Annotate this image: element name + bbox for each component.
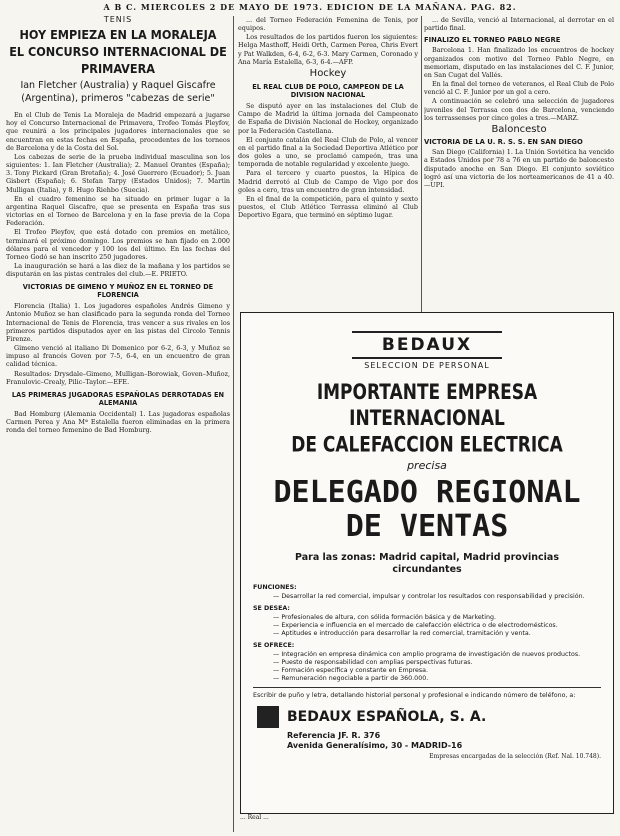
- job-title-line: DELEGADO REGIONAL: [273, 475, 581, 510]
- article-paragraph: En el Club de Tenis La Moraleja de Madrid empezará a jugarse hoy el Concurso Internacional de Primavera, Trofeo Tomás Pleyfov, que reunirá a los principales jugadores internacionales que se encuentran en estas fechas en España, procedentes de los torneos de Barcelona y de la Costa del Sol.: [6, 111, 230, 152]
- company-address: [287, 731, 613, 751]
- logo-subtitle: SELECCION DE PERSONAL: [364, 361, 490, 370]
- column-rule: [421, 16, 422, 312]
- job-title-line: DE VENTAS: [345, 509, 509, 544]
- functions-title: FUNCIONES:: [253, 584, 297, 591]
- article-paragraph: A continuación se celebró una selección de jugadores juveniles del Terrassa con dos de Barcelona, venciendo los terrassenses por cinco goles a tres.—MARZ.: [424, 97, 614, 122]
- headline-line: EL CONCURSO INTERNACIONAL DE: [9, 44, 227, 60]
- article-paragraph: En la final del torneo de veteranos, el Real Club de Polo venció al C. F. Junior por un gol a cero.: [424, 80, 614, 97]
- article-paragraph: El Trofeo Pleyfov, que está dotado con premios en metálico, terminará el próximo domingo. Los premios se han fijado en 2.000 dólares para el vencedor y 100 los del último. En las fechas del Torneo Godó se han inscrito 250 jugadores.: [6, 228, 230, 261]
- column-tennis: [6, 16, 230, 836]
- company-name: BEDAUX ESPAÑOLA, S. A.: [287, 709, 487, 725]
- requirements-item: — Experiencia e influencia en el mercado de calefacción eléctrica o de electrodomésticos.: [273, 622, 601, 630]
- article-paragraph: Bad Homburg (Alemania Occidental) 1. Las jugadoras españolas Carmen Perea y Ana Mª Estalella fueron eliminadas en la primera ronda del torneo femenino de Bad Homburg.: [6, 409, 230, 435]
- requirements-item: — Profesionales de altura, con sólida formación básica y de Marketing.: [273, 614, 601, 622]
- headline-line: PRIMAVERA: [81, 61, 155, 77]
- offer-item: — Remuneración negociable a partir de 360.000.: [273, 675, 601, 683]
- ad-headline: [251, 380, 603, 459]
- apply-instructions: Escribir de puño y letra, detallando historial personal y profesional e indicando número de teléfono, a:: [253, 692, 576, 699]
- ad-headline-line: DE CALEFACCION ELECTRICA: [291, 432, 563, 458]
- article-paragraph: ... del Torneo Federación Femenina de Tenis, por equipos.: [238, 16, 418, 33]
- section-title: VICTORIA DE LA U. R. S. S. EN SAN DIEGO: [424, 138, 583, 147]
- offer-item: — Puesto de responsabilidad con amplias perspectivas futuras.: [273, 659, 601, 667]
- functions-section: [253, 584, 601, 683]
- masthead: A B C. MIERCOLES 2 DE MAYO DE 1973. EDICION DE LA MAÑANA. PAG. 82.: [103, 2, 517, 12]
- bedaux-logo: BEDAUX: [352, 331, 502, 359]
- article-paragraph: Resultados: Drysdale–Gimeno, Mulligan–Borowiak, Goven–Muñoz, Franulovic–Crealy, Pilic–Taylor.—EFE.: [6, 369, 230, 386]
- article-paragraph: Gimeno venció al italiano Di Domenico por 6-2, 6-3, y Muñoz se impuso al francés Goven por 7-5, 6-4, en un encuentro de gran calidad técnica.: [6, 344, 230, 369]
- address-line: Avenida Generalísimo, 30 - MADRID-16: [287, 741, 463, 750]
- section-title: LAS PRIMERAS JUGADORAS ESPAÑOLAS DERROTADAS EN ALEMANIA: [11, 390, 225, 407]
- requirements-item: — Aptitudes e introducción para desarrollar la red comercial, tramitación y venta.: [273, 630, 601, 638]
- functions-item: — Desarrollar la red comercial, impulsar y controlar los resultados con responsabilidad y precisión.: [273, 593, 601, 601]
- subheadline: Ian Fletcher (Australia) y Raquel Giscafre (Argentina), primeros "cabezas de serie": [20, 80, 216, 105]
- reference-code: Referencia JF. R. 376: [287, 731, 381, 740]
- section-kicker: TENIS: [103, 16, 133, 24]
- article-paragraph: Barcelona 1. Han finalizado los encuentros de hockey organizados con motivo del Torneo Pablo Negre, en memoriam, disputado en las instalaciones del C. F. Junior, en San Cugat del Vallés.: [424, 46, 614, 79]
- requirements-title: SE DESEA:: [253, 605, 290, 612]
- headline: [6, 26, 230, 77]
- article-paragraph: En el final de la competición, para el quinto y sexto puestos, el Club Atlético Terrassa eliminó al Club Deportivo Egara, que terminó en séptimo lugar.: [238, 194, 418, 220]
- ad-footnote: Empresas encargadas de la selección (Ref. Nal. 10.748).: [429, 753, 601, 760]
- ad-headline-line: IMPORTANTE EMPRESA INTERNACIONAL: [316, 380, 538, 432]
- article-paragraph: Florencia (Italia) 1. Los jugadores españoles Andrés Gimeno y Antonio Muñoz se han clasificado para la segunda ronda del Torneo Internacional de Tenis de Florencia, tras vencer a sus rivales en los primeros partidos disputados ayer en las pistas del Circolo Tennis Firenze.: [6, 302, 230, 343]
- divider: [253, 687, 601, 688]
- column-sports-misc: [424, 16, 614, 316]
- article-paragraph: Para el tercero y cuarto puestos, la Hípica de Madrid derrotó al Club de Campo de Vigo por dos goles a cero, tras un encuentro de gran intensidad.: [238, 169, 418, 194]
- article-paragraph: Se disputó ayer en las instalaciones del Club de Campo de Madrid la última jornada del Campeonato de España de División Nacional de Hockey, organizado por la Federación Castellana.: [238, 102, 418, 135]
- headline-line: HOY EMPIEZA EN LA MORALEJA: [19, 27, 217, 43]
- section-kicker: Baloncesto: [491, 123, 547, 135]
- ad-precisa: precisa: [407, 459, 447, 472]
- section-title: FINALIZO EL TORNEO PABLO NEGRE: [424, 36, 561, 45]
- article-paragraph: En el cuadro femenino se ha situado en primer lugar a la argentina Raquel Giscafre, que se presenta en España tras sus victorias en el Torneo de Barcelona y en la fase previa de la Copa Federación.: [6, 194, 230, 228]
- job-zones: Para las zonas: Madrid capital, Madrid provincias circundantes: [295, 552, 559, 575]
- article-paragraph: La inauguración se hará a las diez de la mañana y los partidos se disputarán en las pistas centrales del club.—E. PRIETO.: [6, 261, 230, 279]
- article-paragraph: ... de Sevilla, venció al Internacional, al derrotar en el partido final.: [424, 16, 614, 33]
- company-block: [257, 706, 613, 728]
- offer-item: — Formación específica y constante en Empresa.: [273, 667, 601, 675]
- article-paragraph: Los resultados de los partidos fueron los siguientes: Helga Masthoff, Heidi Orth, Carmen Perea, Chris Evert y Pat Walkden, 6-4, 6-2, 6-3. Mary Carmen, Coronado y Ana María Estalella, 6-3, 6-4.—AFP.: [238, 33, 418, 66]
- article-paragraph: El conjunto catalán del Real Club de Polo, al vencer en el partido final a la Sociedad Deportiva Atlético por dos goles a uno, se proclamó campeón, tras una temporada de notable regularidad y excelente juego.: [238, 135, 418, 169]
- section-kicker: Hockey: [309, 67, 347, 79]
- bottom-fragment: ... Real ...: [240, 814, 269, 821]
- article-paragraph: Los cabezas de serie de la prueba individual masculina son los siguientes: 1. Ian Fletcher (Australia); 2. Manuel Orantes (España); 3. Tony Pickard (Gran Bretaña); 4. José Guerrero (Ecuador); 5. Juan Gisbert (España); 6. Stefan Tarpy (Estados Unidos); 7. Martin Mulligan (Italia), y 8. Hugo Riehbo (Suecia).: [6, 152, 230, 194]
- column-rule: [233, 16, 234, 832]
- section-title: VICTORIAS DE GIMENO Y MUÑOZ EN EL TORNEO DE FLORENCIA: [22, 283, 214, 300]
- offer-title: SE OFRECE:: [253, 642, 295, 649]
- column-hockey: [238, 16, 418, 316]
- offer-item: — Integración en empresa dinámica con amplio programa de investigación de nuevos productos.: [273, 651, 601, 659]
- section-title: EL REAL CLUB DE POLO, CAMPEON DE LA DIVISION NACIONAL: [252, 83, 404, 100]
- company-logo-icon: [257, 706, 279, 728]
- job-title: [241, 476, 613, 544]
- article-paragraph: San Diego (California) 1. La Unión Soviética ha vencido a Estados Unidos por 78 a 76 en un partido de baloncesto disputado anoche en San Diego. El conjunto soviético logró así una victoria de los norteamericanos de 41 a 40.—UPI.: [424, 148, 614, 189]
- job-advertisement: [240, 312, 614, 814]
